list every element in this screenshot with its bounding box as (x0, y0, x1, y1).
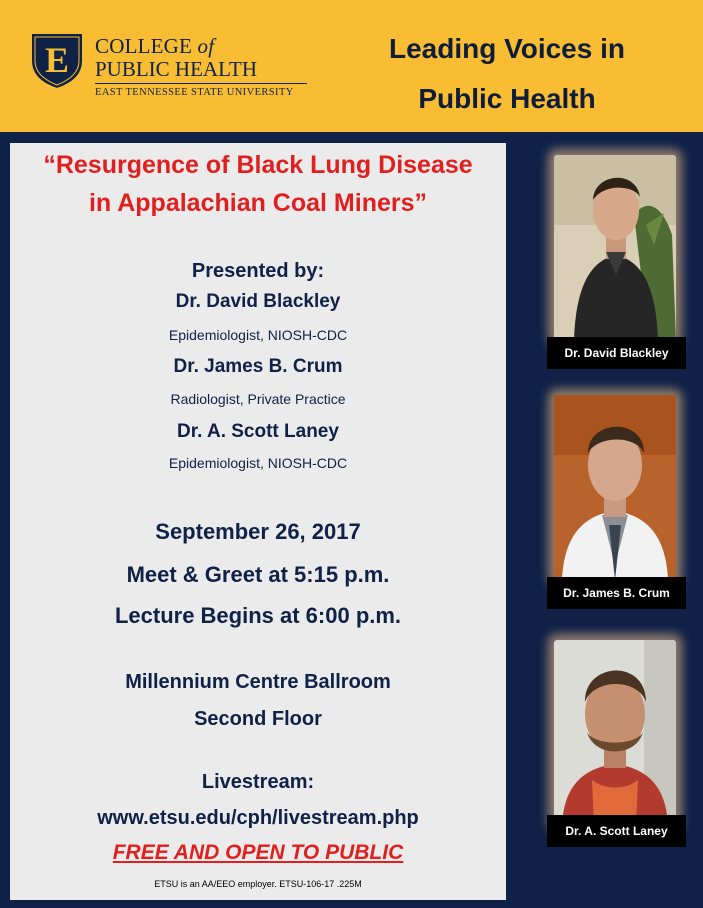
portrait-2-image (554, 395, 676, 580)
speaker-name-2: Dr. James B. Crum (173, 356, 343, 377)
headline-line-2: Public Health (418, 83, 596, 114)
talk-title-line-1: “Resurgence of Black Lung Disease (43, 151, 473, 179)
venue-floor: Second Floor (194, 708, 322, 730)
etsu-shield-logo (29, 31, 85, 91)
free-admission-notice: FREE AND OPEN TO PUBLIC (112, 841, 404, 864)
header-banner (0, 0, 703, 132)
speaker-role-2: Radiologist, Private Practice (170, 391, 346, 407)
speaker-photo-1 (554, 155, 676, 340)
public-health-word: PUBLIC HEALTH (95, 57, 257, 81)
venue-name: Millennium Centre Ballroom (125, 671, 391, 693)
presented-by-label: Presented by: (191, 260, 325, 282)
talk-title (10, 146, 506, 222)
speaker-role-1: Epidemiologist, NIOSH-CDC (168, 327, 348, 343)
speaker-role-3: Epidemiologist, NIOSH-CDC (168, 455, 348, 471)
lecture-time: Lecture Begins at 6:00 p.m. (114, 603, 402, 628)
livestream-label: Livestream: (201, 771, 315, 793)
speaker-caption-2: Dr. James B. Crum (547, 577, 686, 609)
university-name: EAST TENNESSEE STATE UNIVERSITY (95, 87, 294, 98)
speaker-photo-3 (554, 640, 676, 825)
livestream-url[interactable]: www.etsu.edu/cph/livestream.php (97, 807, 419, 829)
college-wordmark (95, 34, 307, 100)
speaker-caption-1: Dr. David Blackley (547, 337, 686, 369)
talk-title-line-2: in Appalachian Coal Miners” (88, 189, 428, 217)
headline-line-1: Leading Voices in (389, 33, 625, 64)
series-headline (340, 24, 674, 124)
svg-text:E: E (44, 40, 70, 80)
fine-print: ETSU is an AA/EEO employer. ETSU-106-17 .225M (154, 879, 362, 889)
meet-and-greet-time: Meet & Greet at 5:15 p.m. (126, 562, 390, 587)
speaker-photo-2 (554, 395, 676, 580)
event-date: September 26, 2017 (155, 519, 361, 544)
portrait-1-image (554, 155, 676, 340)
of-word: of (197, 34, 215, 58)
college-word: COLLEGE (95, 34, 193, 58)
event-details-panel (10, 143, 506, 900)
speaker-name-1: Dr. David Blackley (175, 291, 341, 312)
portrait-3-image (554, 640, 676, 825)
speaker-name-3: Dr. A. Scott Laney (177, 421, 339, 442)
logo-divider (95, 83, 307, 84)
speaker-caption-3: Dr. A. Scott Laney (547, 815, 686, 847)
